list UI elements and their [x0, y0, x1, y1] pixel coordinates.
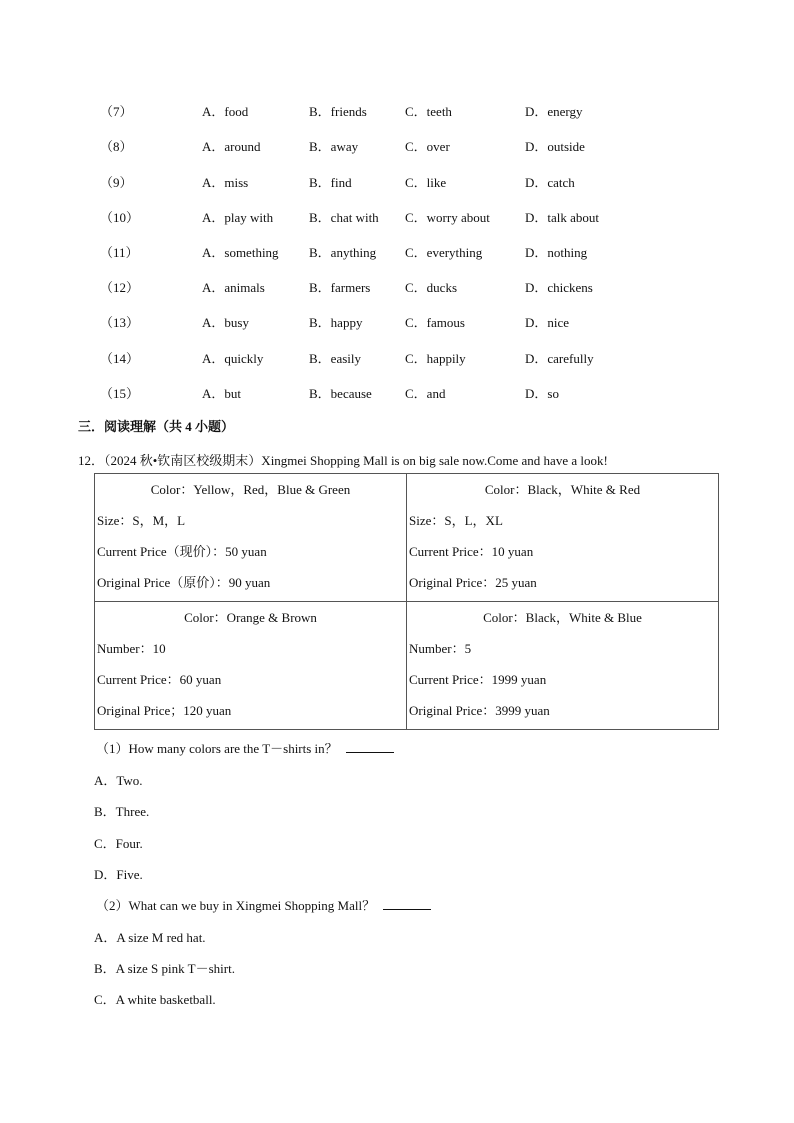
choice-d: D．Five. [94, 867, 143, 882]
option-d: D．carefully [525, 351, 594, 366]
table-row [95, 602, 719, 730]
option-b: B．friends [309, 104, 367, 119]
question-number: （7） [100, 104, 133, 119]
option-a: A．something [202, 245, 279, 260]
question-number: （11） [100, 245, 139, 260]
option-d: D．nice [525, 315, 570, 330]
answer-blank[interactable] [346, 740, 394, 753]
cell-original-price: Original Price（原价）：90 yuan [97, 575, 271, 590]
option-c: C．over [405, 139, 450, 154]
option-row [0, 313, 794, 333]
option-d: D．so [525, 386, 559, 401]
cell-original-price: Original Price：25 yuan [409, 575, 537, 590]
question-number: （10） [100, 210, 140, 225]
option-d: D．chickens [525, 280, 593, 295]
option-b: B．find [309, 175, 352, 190]
table-cell-top-left [95, 474, 407, 602]
option-c: C．happily [405, 351, 466, 366]
option-b: B．farmers [309, 280, 371, 295]
choice-a: A．A size M red hat. [94, 930, 206, 945]
option-d: D．talk about [525, 210, 600, 225]
question-intro: 12．（2024 秋•钦南区校级期末）Xingmei Shopping Mall is on big sale now.Come and have a look! [78, 453, 608, 468]
question-number: （14） [100, 351, 140, 366]
option-row [0, 278, 794, 298]
choice-c: C．A white basketball. [94, 992, 216, 1007]
cell-current-price: Current Price：1999 yuan [409, 672, 547, 687]
option-b: B．anything [309, 245, 377, 260]
cell-number: Number：5 [409, 641, 472, 656]
option-d: D．nothing [525, 245, 588, 260]
option-c: C．ducks [405, 280, 458, 295]
cell-color: Color：Orange & Brown [184, 610, 317, 625]
option-a: A．quickly [202, 351, 264, 366]
table-cell-top-right [407, 474, 719, 602]
option-a: A．but [202, 386, 242, 401]
option-row [0, 243, 794, 263]
cell-color: Color：Black，White & Blue [483, 610, 642, 625]
option-c: C．worry about [405, 210, 490, 225]
sub-question-2 [96, 895, 431, 914]
option-a: A．play with [202, 210, 274, 225]
option-c: C．and [405, 386, 446, 401]
option-a: A．animals [202, 280, 265, 295]
option-c: C．teeth [405, 104, 452, 119]
sub-question-1 [96, 738, 394, 757]
cell-original-price: Original Price：3999 yuan [409, 703, 550, 718]
section-title: 三．阅读理解（共 4 小题） [78, 419, 235, 434]
choice-a: A．Two. [94, 773, 143, 788]
option-b: B．away [309, 139, 359, 154]
option-row [0, 173, 794, 193]
cell-color: Color：Yellow，Red，Blue & Green [150, 482, 351, 497]
option-row [0, 102, 794, 122]
question-number: （13） [100, 315, 140, 330]
option-b: B．because [309, 386, 372, 401]
option-c: C．everything [405, 245, 483, 260]
cell-size: Size：S，L，XL [409, 513, 503, 528]
option-a: A．food [202, 104, 249, 119]
table-cell-bottom-right [407, 602, 719, 730]
table-row [95, 474, 719, 602]
option-d: D．outside [525, 139, 585, 154]
option-row [0, 349, 794, 369]
option-b: B．happy [309, 315, 363, 330]
answer-blank[interactable] [383, 897, 431, 910]
choice-b: B．A size S pink T－shirt. [94, 961, 235, 976]
option-c: C．like [405, 175, 447, 190]
cell-current-price: Current Price（现价）：50 yuan [97, 544, 267, 559]
cell-current-price: Current Price：60 yuan [97, 672, 222, 687]
sale-table [94, 473, 719, 730]
cell-size: Size：S，M，L [97, 513, 186, 528]
cell-color: Color：Black，White & Red [484, 482, 641, 497]
option-a: A．busy [202, 315, 249, 330]
option-b: B．chat with [309, 210, 379, 225]
option-row [0, 384, 794, 404]
sub-question-text: （2）What can we buy in Xingmei Shopping Mall？ [96, 898, 376, 913]
cell-original-price: Original Price；120 yuan [97, 703, 232, 718]
option-row [0, 137, 794, 157]
option-a: A．miss [202, 175, 249, 190]
option-row [0, 208, 794, 228]
cell-current-price: Current Price：10 yuan [409, 544, 534, 559]
option-d: D．catch [525, 175, 575, 190]
sub-question-text: （1）How many colors are the T－shirts in？ [96, 741, 338, 756]
question-number: （12） [100, 280, 140, 295]
question-number: （8） [100, 139, 133, 154]
choice-c: C．Four. [94, 836, 143, 851]
question-number: （15） [100, 386, 140, 401]
question-number: （9） [100, 175, 133, 190]
option-b: B．easily [309, 351, 361, 366]
option-a: A．around [202, 139, 261, 154]
table-cell-bottom-left [95, 602, 407, 730]
cell-number: Number：10 [97, 641, 166, 656]
choice-b: B．Three. [94, 804, 150, 819]
option-d: D．energy [525, 104, 583, 119]
option-c: C．famous [405, 315, 465, 330]
